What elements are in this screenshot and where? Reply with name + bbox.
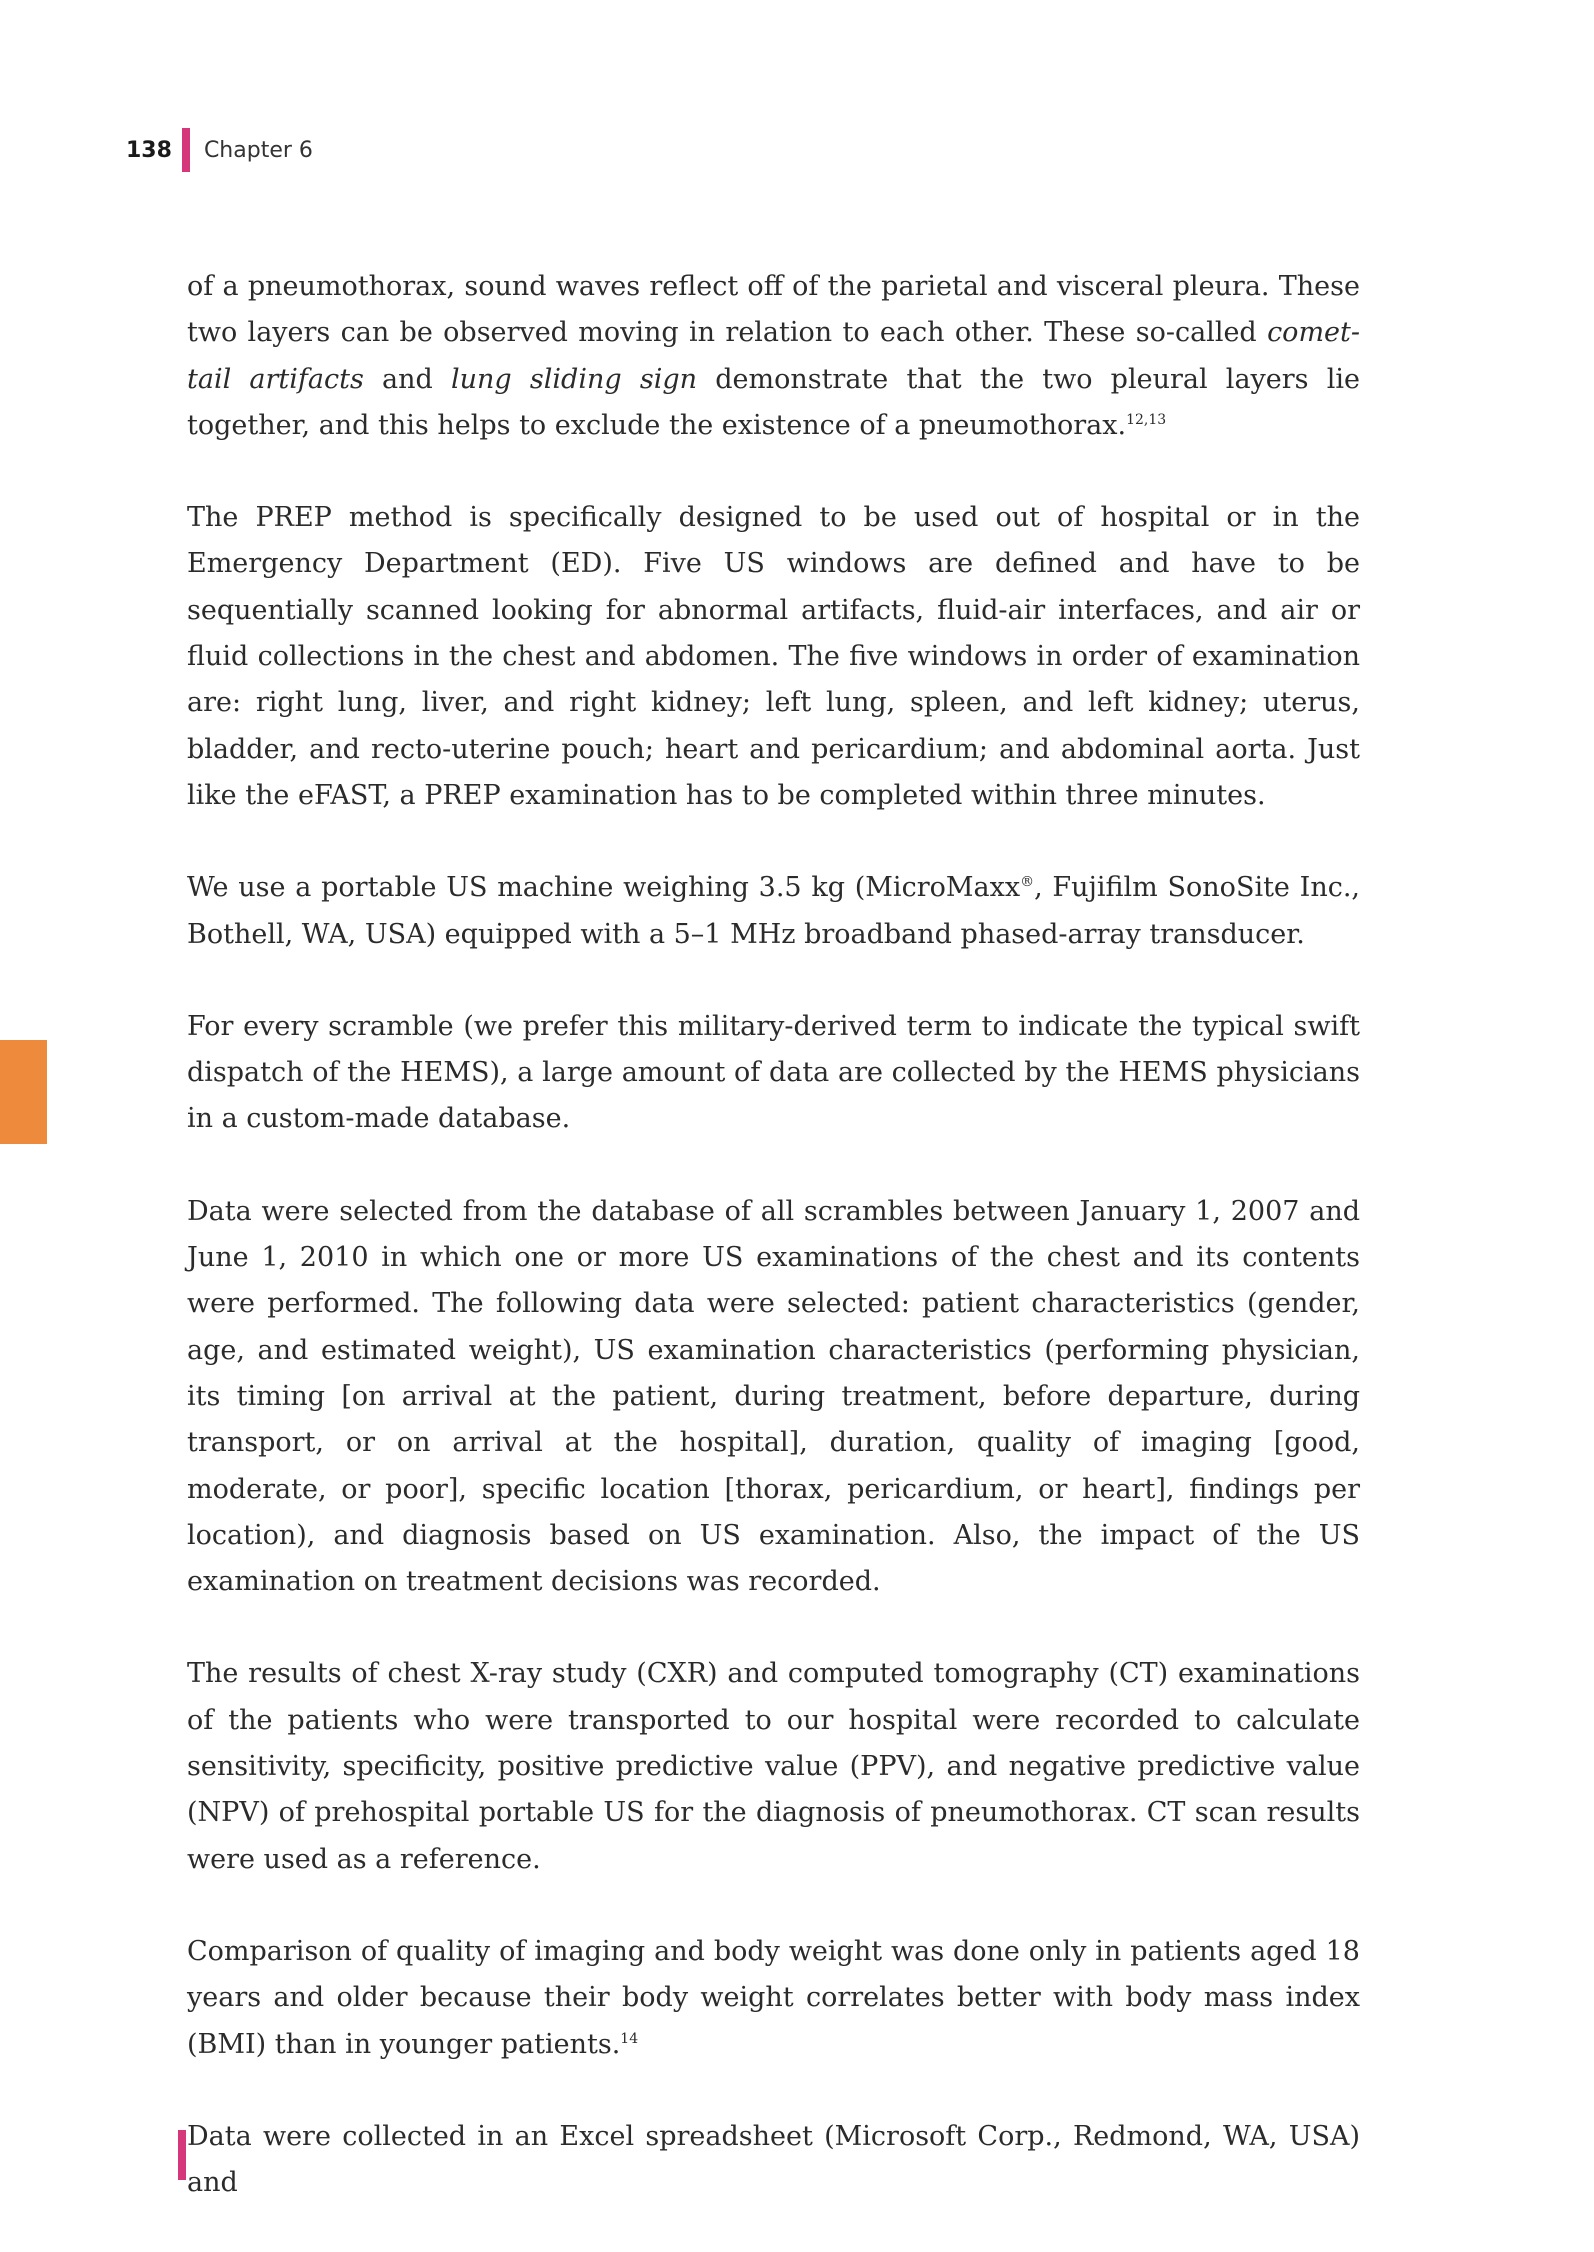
p3-text-a: We use a portable US machine weighing 3.5 kg (MicroMaxx <box>187 872 1021 904</box>
paragraph-1 <box>187 264 1360 449</box>
p1-text-a: of a pneumothorax, sound waves reflect off of the parietal and visceral pleura. These two layers can be observed moving in relation to each other. These so-called <box>187 271 1360 349</box>
paragraph-6: The results of chest X-ray study (CXR) and computed tomography (CT) examinations of the patients who were transported to our hospital were recorded to calculate sensitivity, specificity, positive predictive value (PPV), and negative predictive value (NPV) of prehospital portable US for the diagnosis of pneumothorax. CT scan results were used as a reference. <box>187 1658 1360 1875</box>
body-text <box>187 264 1360 2252</box>
paragraph-4: For every scramble (we prefer this military-derived term to indicate the typical swift dispatch of the HEMS), a large amount of data are collected by the HEMS physicians in a custom-made database. <box>187 1010 1360 1135</box>
paragraph-2: The PREP method is specifically designed to be used out of hospital or in the Emergency Department (ED). Five US windows are defined and have to be sequentially scanned looking for abnormal artifacts, fluid-air interfaces, and air or fluid collections in the chest and abdomen. The five windows in order of examination are: right lung, liver, and right kidney; left lung, spleen, and left kidney; uterus, bladder, and recto-uterine pouch; heart and pericardium; and abdominal aorta. Just like the eFAST, a PREP examination has to be completed within three minutes. <box>187 502 1360 811</box>
page-number: 138 <box>126 137 172 163</box>
footer-accent-bar <box>178 2130 186 2180</box>
paragraph-7 <box>187 1929 1360 2068</box>
header-divider-bar <box>182 128 190 172</box>
chapter-side-tab <box>0 1040 47 1144</box>
p7-text: Comparison of quality of imaging and body weight was done only in patients aged 18 years and older because their body weight correlates better with body mass index (BMI) than in younger patients. <box>187 1935 1360 2060</box>
p1-italic-lung-sliding: lung sliding sign <box>451 363 697 395</box>
p3-text-b: , Fujifilm SonoSite Inc., Bothell, WA, USA) equipped with a 5–1 MHz broadband phased-array transducer. <box>187 872 1361 950</box>
p1-italic-comet-tail: comet-tail artifacts <box>187 317 1360 395</box>
p1-text-b: and <box>363 363 452 395</box>
paragraph-3 <box>187 865 1360 958</box>
running-header <box>126 128 313 172</box>
p1-text-c: demonstrate that the two pleural layers lie together, and this helps to exclude the existence of a pneumothorax. <box>187 363 1360 441</box>
p7-citation: 14 <box>620 2030 639 2047</box>
p1-citation: 12,13 <box>1126 411 1167 428</box>
paragraph-8: Data were collected in an Excel spreadsheet (Microsoft Corp., Redmond, WA, USA) and <box>187 2120 1360 2199</box>
registered-mark: ® <box>1020 874 1035 891</box>
chapter-label: Chapter 6 <box>203 137 313 163</box>
paragraph-5: Data were selected from the database of all scrambles between January 1, 2007 and June 1, 2010 in which one or more US examinations of the chest and its contents were performed. The following data were selected: patient characteristics (gender, age, and estimated weight), US examination characteristics (performing physician, its timing [on arrival at the patient, during treatment, before departure, during transport, or on arrival at the hospital], duration, quality of imaging [good, moderate, or poor], specific location [thorax, pericardium, or heart], findings per location), and diagnosis based on US examination. Also, the impact of the US examination on treatment decisions was recorded. <box>187 1195 1360 1598</box>
